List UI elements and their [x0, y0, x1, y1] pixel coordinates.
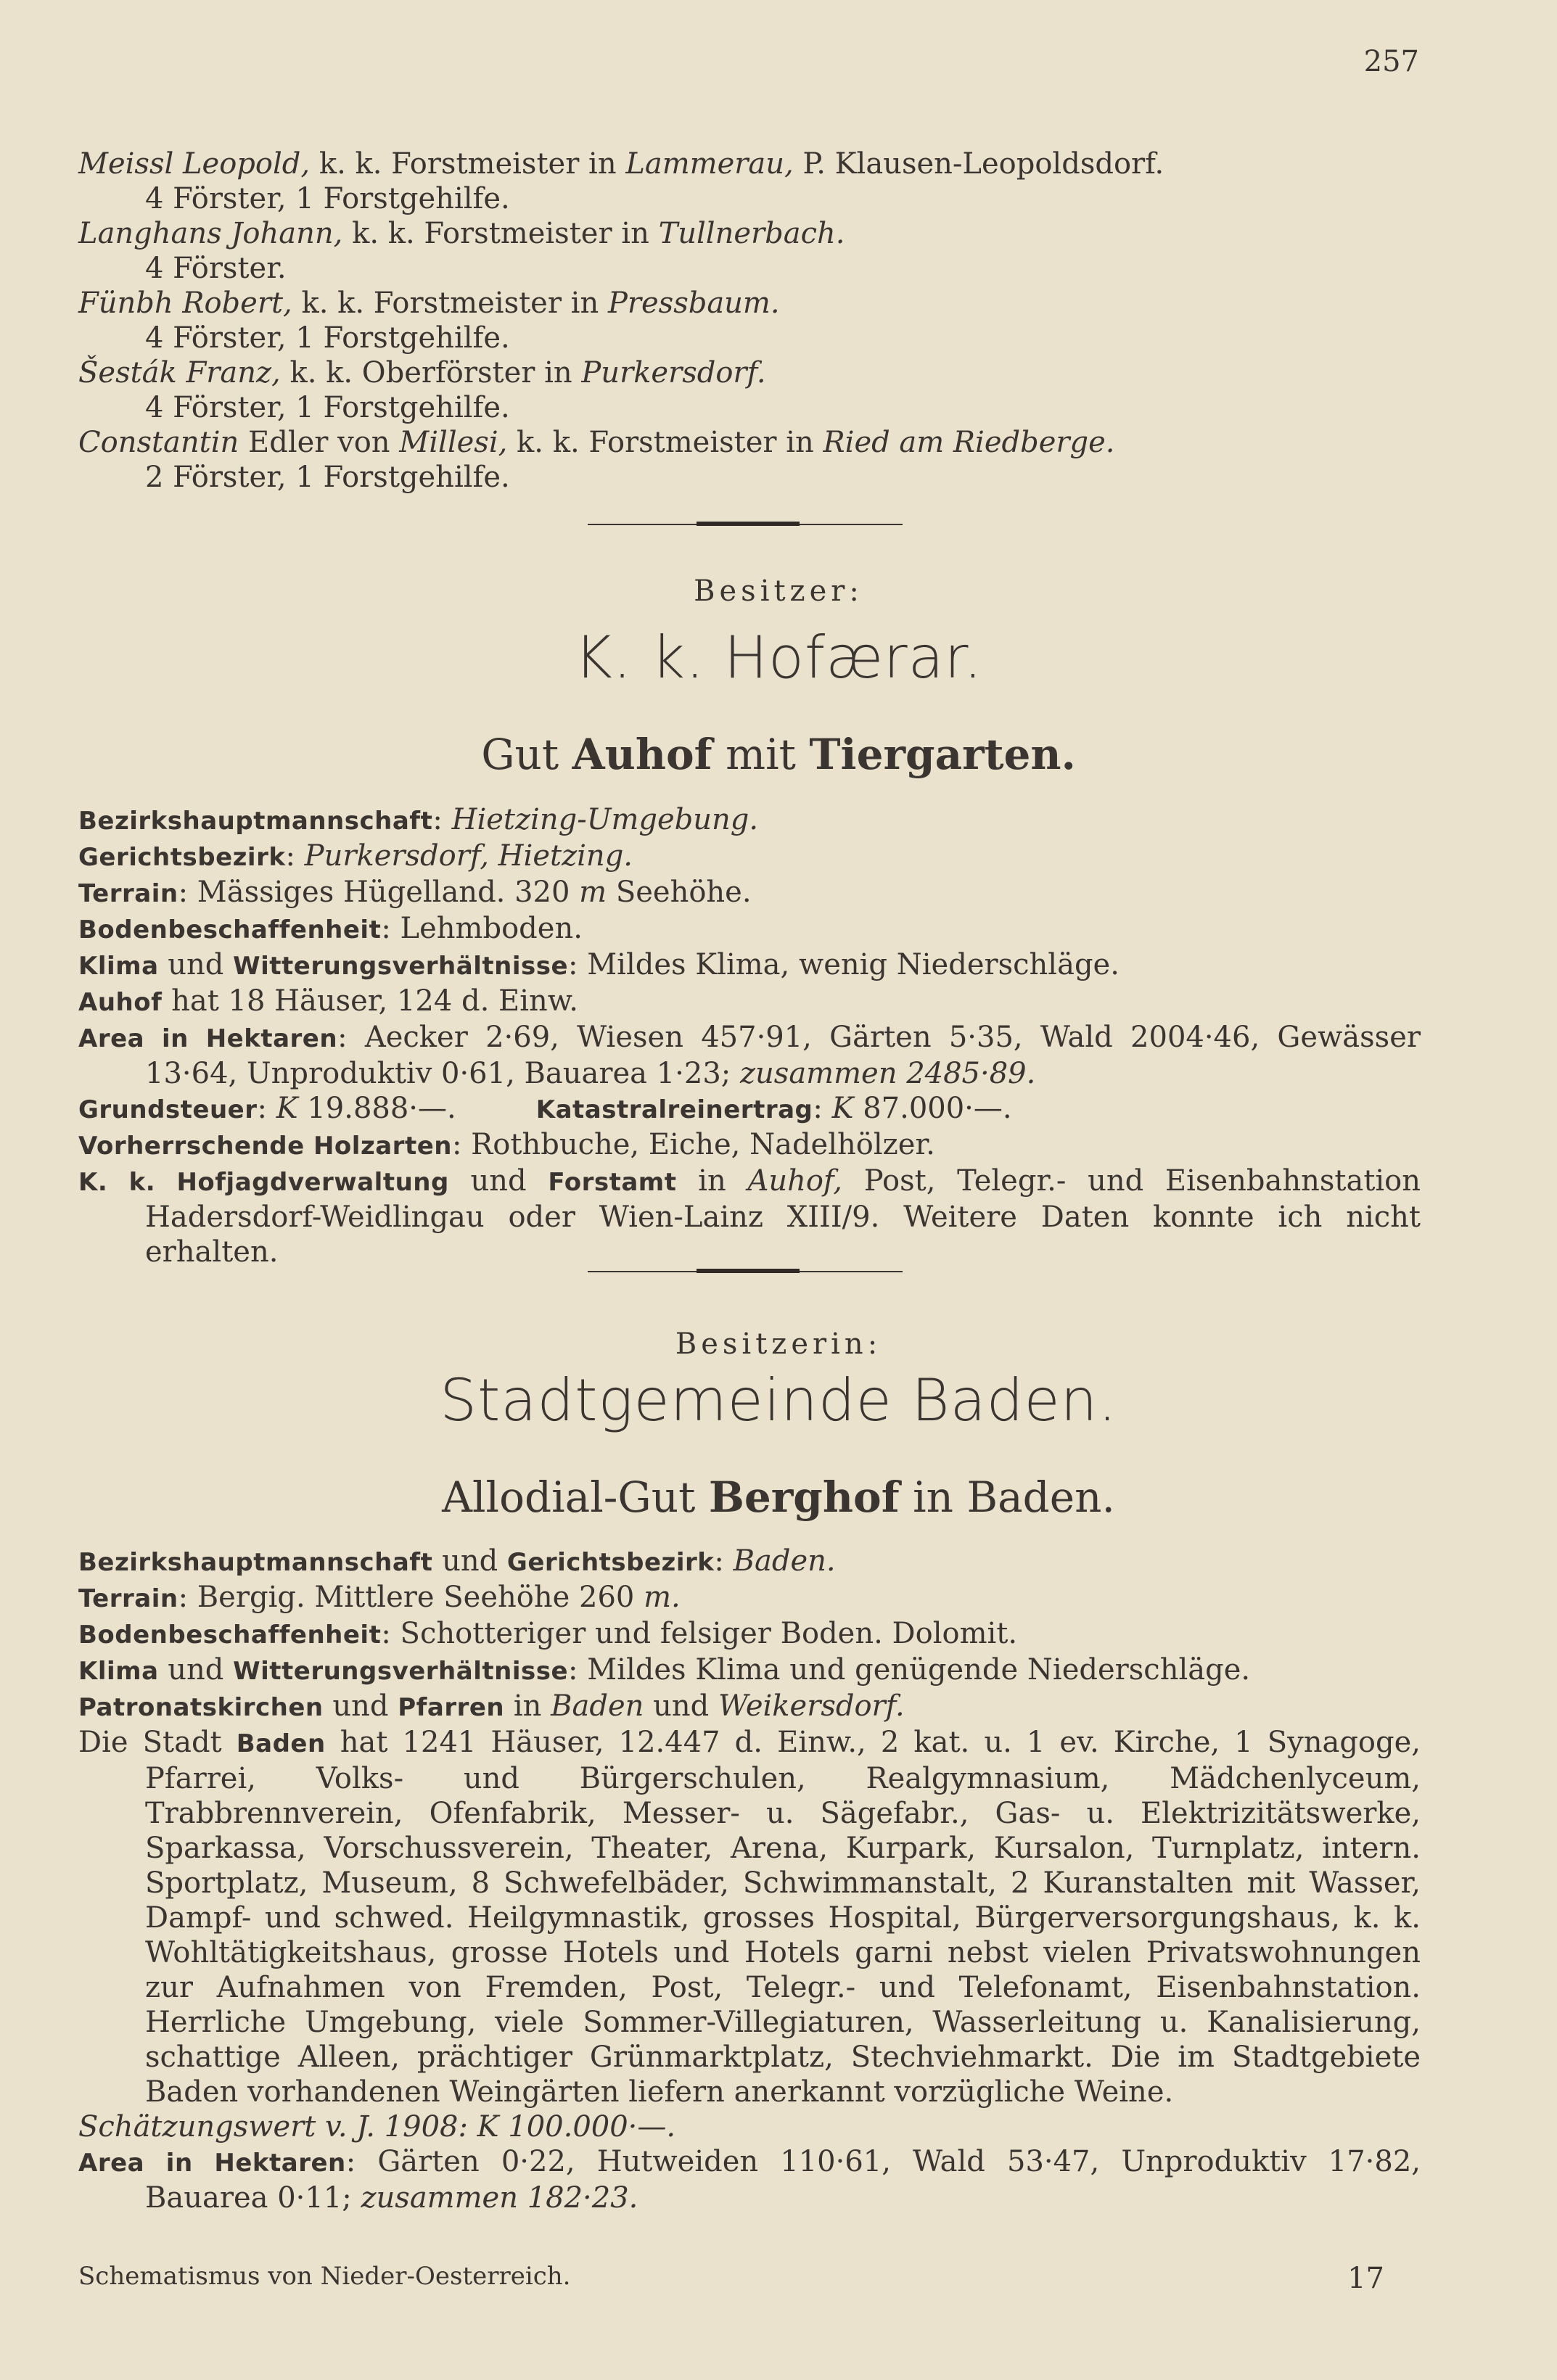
footer-title: Schematismus von Nieder-Oesterreich. [78, 2262, 571, 2291]
divider-center [697, 1269, 800, 1273]
forester-entry: Meissl Leopold, k. k. Forstmeister in Lammerau, P. Klausen-Leopoldsdorf. [78, 147, 1164, 181]
estate-details [78, 1544, 1421, 2215]
detail-row: Bezirkshauptmannschaft: Hietzing-Umgebung. [78, 803, 759, 836]
forester-staff: 4 Förster, 1 Forstgehilfe. [145, 182, 510, 215]
detail-row: Patronatskirchen und Pfarren in Baden und Weikersdorf. [78, 1689, 905, 1723]
detail-row: Gerichtsbezirk: Purkersdorf, Hietzing. [78, 839, 633, 873]
detail-row: Schätzungswert v. J. 1908: K 100.000·—. [78, 2110, 676, 2144]
forester-name: Fünbh Robert, [78, 287, 292, 320]
detail-row: Bezirkshauptmannschaft und Gerichtsbezirk: Baden. [78, 1544, 836, 1578]
forester-staff: 4 Förster, 1 Forstgehilfe. [145, 321, 510, 355]
detail-row: Klima und Witterungsverhältnisse: Mildes Klima und genügende Niederschläge. [78, 1653, 1251, 1687]
forester-entry: Šesták Franz, k. k. Oberförster in Purkersdorf. [78, 356, 766, 390]
detail-row: Area in Hektaren: Gärten 0·22, Hutweiden 110·61, Wald 53·47, Unproduktiv 17·82, Bauarea 0·11; zusammen 182·23. [78, 2145, 1421, 2215]
owner-label: Besitzerin: [675, 1327, 882, 1361]
detail-row: Area in Hektaren: Aecker 2·69, Wiesen 457·91, Gärten 5·35, Wald 2004·46, Gewässer 13·64, Unproduktiv 0·61, Bauarea 1·23; zusammen 2485·89. [78, 1021, 1421, 1090]
detail-row: Vorherrschende Holzarten: Rothbuche, Eiche, Nadelhölzer. [78, 1128, 935, 1161]
forester-name: Šesták Franz, [78, 356, 281, 390]
forester-entry: Langhans Johann, k. k. Forstmeister in Tullnerbach. [78, 217, 845, 250]
forester-staff: 2 Förster, 1 Forstgehilfe. [145, 461, 510, 494]
detail-row: Die Stadt Baden hat 1241 Häuser, 12.447 d. Einw., 2 kat. u. 1 ev. Kirche, 1 Synagoge, Pfarrei, Volks- und Bürgerschulen, Realgymnasium, Mädchenlyceum, Trabbrennverein, Ofenfabrik, Messer- u. Sägefabr., Gas- u. Elektrizitätswerke, Sparkassa, Vorschussverein, Theater, Arena, Kurpark, Kursalon, Turnplatz, intern. Sportplatz, Museum, 8 Schwefelbäder, Schwimmanstalt, 2 Kuranstalten mit Wasser, Dampf- und schwed. Heilgymnastik, grosses Hospital, Bürgerversorgungshaus, k. k. Wohltätigkeitshaus, grosse Hotels und Hotels garni nebst vielen Privatswohnungen zur Aufnahmen von Fremden, Post, Telegr.- und Telefonamt, Eisenbahnstation. Herrliche Umgebung, viele Sommer-Villegiaturen, Wasserleitung u. Kanalisierung, schattige Alleen, prächtiger Grünmarktplatz, Stechviehmarkt. Die im Stadtgebiete Baden vorhandenen Weingärten liefern anerkannt vorzügliche Weine. [78, 1726, 1421, 2109]
detail-row: Auhof hat 18 Häuser, 124 d. Einw. [78, 984, 579, 1018]
estate-details [78, 802, 1421, 1269]
detail-row: K. k. Hofjagdverwaltung und Forstamt in Auhof, Post, Telegr.- und Eisenbahnstation Hadersdorf-Weidlingau oder Wien-Lainz XIII/9. Weitere Daten konnte ich nicht erhalten. [78, 1164, 1421, 1269]
forester-staff: 4 Förster. [145, 252, 287, 285]
detail-row: Terrain: Mässiges Hügelland. 320 m Seehöhe. [78, 876, 752, 909]
forester-name: Langhans Johann, [78, 217, 343, 250]
page-footer [78, 2262, 1384, 2295]
owner-label: Besitzer: [694, 575, 863, 608]
estate-title: Allodial-Gut Berghof in Baden. [442, 1473, 1115, 1522]
forester-entry: Fünbh Robert, k. k. Forstmeister in Pressbaum. [78, 287, 780, 320]
owner-title: K. k. Hofærar. [574, 624, 983, 691]
forester-list [78, 147, 1421, 495]
forester-name: Meissl Leopold, [78, 147, 311, 181]
detail-row: Terrain: Bergig. Mittlere Seehöhe 260 m. [78, 1581, 681, 1614]
divider-center [697, 522, 800, 526]
detail-row: Klima und Witterungsverhältnisse: Mildes Klima, wenig Niederschläge. [78, 948, 1120, 981]
signature-mark: 17 [1347, 2262, 1384, 2295]
detail-row: Grundsteuer: K 19.888·—. Katastralreinertrag: K 87.000·—. [78, 1092, 1012, 1125]
detail-row: Bodenbeschaffenheit: Schotteriger und felsiger Boden. Dolomit. [78, 1617, 1018, 1650]
forester-staff: 4 Förster, 1 Forstgehilfe. [145, 391, 510, 424]
owner-title: Stadtgemeinde Baden. [440, 1367, 1117, 1434]
detail-row: Bodenbeschaffenheit: Lehmboden. [78, 912, 583, 945]
page-number: 257 [1363, 45, 1419, 78]
forester-entry: Constantin Edler von Millesi, k. k. Forstmeister in Ried am Riedberge. [78, 426, 1115, 459]
estate-title: Gut Auhof mit Tiergarten. [481, 730, 1076, 779]
